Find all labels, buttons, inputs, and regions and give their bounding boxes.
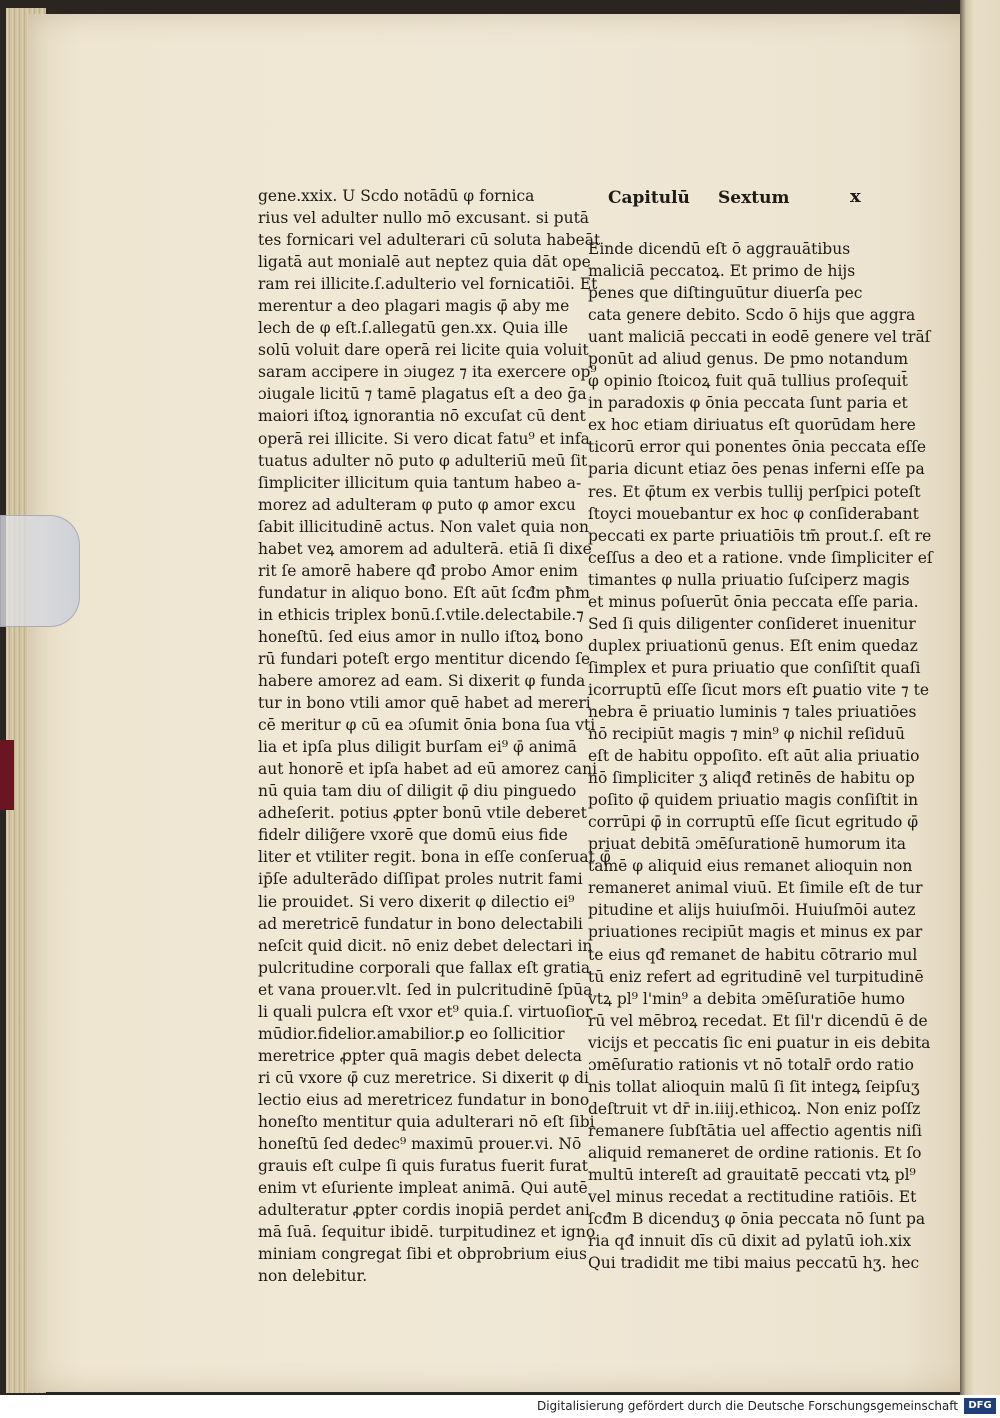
right-column-line: tamē φ aliquid eius remanet alioquin non (588, 857, 913, 876)
right-column-line: ſtoyci mouebantur ex hoc φ conſiderabant (588, 504, 919, 523)
left-column-line: merentur a deo plagari magis φ̄ aby me (258, 297, 570, 316)
left-column-line: adheſerit. potius ꝓpter bonū vtile deberet (258, 804, 587, 823)
left-column-line: mā ſuā. ſequitur ibidē. turpitudinez et igno (258, 1223, 596, 1242)
left-column-line: aut honorē et ipſa habet ad eū amorez cani (258, 760, 598, 779)
left-column-line: ligatā aut monialē aut neptez quia dāt ope (258, 253, 591, 272)
left-column-line: solū voluit dare operā rei licite quia voluit (258, 341, 589, 360)
left-column-line: habet veꝝ amorem ad adulterā. etiā ſi dixe (258, 539, 592, 558)
right-column-line: vicijs et peccatis ſic eni ꝑuatur in eis debita (588, 1033, 931, 1052)
left-column-line: pulcritudine corporali que fallax eſt gratia (258, 958, 591, 977)
right-text-column (588, 238, 933, 1274)
left-column-line: lie prouidet. Si vero dixerit φ dilectio ei⁹ (258, 892, 575, 911)
right-column-line: nebra ē priuatio luminis ⁊ tales priuatiōes (588, 702, 917, 721)
left-column-line: habere amorez ad eam. Si dixerit φ funda (258, 672, 586, 691)
right-column-line: priuationes recipiūt magis et minus ex par (588, 923, 923, 942)
left-column-line: honeſtū. ſed eius amor in nullo iſtoꝝ bono (258, 627, 584, 646)
right-column-line: penes que diſtinguūtur diuerſa pec (588, 284, 863, 303)
right-column-line: maliciā peccatoꝝ. Et primo de hijs (588, 262, 856, 281)
left-column-line: cē meritur φ cū ea ɔſumit ōnia bona ſua vti (258, 716, 596, 735)
left-column-line: neſcit quid dicit. nō eniz debet delectari in (258, 936, 593, 955)
right-column-line: timantes φ nulla priuatio ſuſciperz magis (588, 570, 910, 589)
right-column-line: ponūt ad aliud genus. De pmo notandum (588, 350, 909, 369)
left-column-line: honeſtū ſed dedec⁹ maximū prouer.vi. Nō (258, 1135, 582, 1154)
left-column-line: mūdior.fidelior.amabilior.ꝑ eo ſollicitior (258, 1024, 565, 1043)
right-column-line: te eius qđ remanet de habitu cōtrario mul (588, 945, 918, 964)
right-column-line: vtꝝ pl⁹ l'min⁹ a debita ɔmēſuratiōe humo (588, 989, 905, 1008)
bookmark-ribbon (0, 740, 14, 810)
right-column-line: ceſſus a deo et a ratione. vnde ſimpliciter eſ (588, 548, 933, 567)
right-column-line: et minus poſuerūt ōnia peccata eſſe paria. (588, 592, 919, 611)
right-column-line: vel minus recedat a rectitudine ratiōis. Et (588, 1188, 917, 1207)
left-column-line: meretrice ꝓpter quā magis debet delecta (258, 1046, 582, 1065)
left-column-line: miniam congregat ſibi et obprobrium eius (258, 1245, 587, 1264)
left-column-line: gene.xxix. U Scdo notādū φ fornica (258, 187, 535, 205)
left-column-line: honeſto mentitur quia adulterari nō eſt ſibi (258, 1112, 595, 1131)
left-column-line: et vana prouer.vlt. ſed in pulcritudinē ſpūa (258, 980, 593, 999)
right-column-line: nis tollat alioquin malū ſi ſit integꝝ ſeipſuʒ (588, 1077, 920, 1096)
right-column-line: pitudine et alijs huiuſmōi. Huiuſmōi autez (588, 901, 916, 920)
left-column-line: rit ſe amorē habere qđ probo Amor enim (258, 561, 578, 580)
right-column-line: multū intereſt ad grauitatē peccati vtꝝ pl⁹ (588, 1165, 916, 1184)
right-column-line: Einde dicendū eſt ō aggrauātibus (588, 240, 851, 258)
right-column-line: tū eniz refert ad egritudinē vel turpitudinē (588, 967, 924, 986)
left-column-line: tes fornicari vel adulterari cū soluta habeāt (258, 231, 601, 250)
right-column-line: ria qđ innuit dīs cū dixit ad pylatū ioh.xix (588, 1232, 912, 1251)
left-column-line: ram rei illicite.ſ.adulterio vel fornicatiōi. Et (258, 275, 598, 294)
right-column-line: deſtruit vt dr̄ in.iiij.ethicoꝝ. Non eniz poſſz (588, 1099, 921, 1118)
right-column-line: nō recipiūt magis ⁊ min⁹ φ nichil reſiduū (588, 725, 905, 744)
left-column-line: operā rei illicite. Si vero dicat fatu⁹ et infa (258, 429, 590, 448)
left-column-line: adulteratur ꝓpter cordis inopiā perdet ani (258, 1201, 590, 1220)
left-column-line: enim vt eſuriente impleat animā. Qui autē (258, 1179, 588, 1198)
right-column-line: nō ſimpliciter ʒ aliqđ retinēs de habitu op (588, 769, 915, 788)
right-column-line: ticorū error qui ponentes ōnia peccata eſſe (588, 438, 926, 457)
right-column-line: aliquid remaneret de ordine rationis. Et ſo (588, 1143, 922, 1162)
dfg-logo: DFG (964, 1398, 996, 1414)
left-column-line: ɔiugale licitū ⁊ tamē plagatus eſt a deo ḡa (258, 385, 587, 404)
folio-number: x (850, 186, 861, 207)
right-column-line: φ opinio ſtoicoꝝ fuit quā tullius proſequit̄ (588, 372, 908, 391)
left-column-line: morez ad adulteram φ puto φ amor excu (258, 495, 576, 514)
right-column-line: in paradoxis φ ōnia peccata ſunt paria et (588, 394, 908, 413)
left-column-line: tur in bono vtili amor quē habet ad mereri (258, 694, 591, 713)
left-column-line: fidelr dilig̃ere vxorē que domū eius fide (258, 826, 568, 845)
left-column-line: lia et ipſa plus diligit burſam ei⁹ φ̄ animā (258, 738, 577, 757)
left-column-line: liter et vtiliter regit. bona in eſſe conſeruat φ̄ (258, 848, 611, 867)
running-head-chapter: Capitulū (608, 188, 690, 208)
right-column-line: remanere ſubſtātia uel affectio agentis niſi (588, 1121, 922, 1140)
right-column-line: duplex priuationū genus. Eſt enim quedaz (588, 636, 918, 655)
left-text-column (258, 185, 611, 1287)
right-column-line: ex hoc etiam diriuatus eſt quorūdam here (588, 416, 916, 435)
right-column-line: remaneret animal viuū. Et ſimile eſt de tur (588, 879, 923, 898)
facing-page-edge (960, 0, 1000, 1395)
right-column-line: ɔmēſuratio rationis vt nō totalr̄ ordo ratio (588, 1055, 914, 1074)
left-column-line: maiori iſtoꝝ ignorantia nō excuſat cū dent (258, 407, 586, 426)
right-column-line: uant maliciā peccati in eodē genere vel trāſ (588, 328, 931, 347)
right-column-line: priuat debitā ɔmēſurationē humorum ita (588, 835, 906, 854)
left-column-line: tuatus adulter nō puto φ adulteriū meū ſit (258, 451, 588, 470)
right-column-line: cata genere debito. Scdo ō hijs que aggra (588, 306, 916, 325)
right-column-line: Sed ſi quis diligenter conſideret inuenitur (588, 614, 916, 633)
left-column-line: rū fundari poteſt ergo mentitur dicendo ſe (258, 649, 591, 668)
right-column-line: res. Et φ̄tum ex verbis tullij perſpici poteſt (588, 482, 921, 501)
right-column-line: paria dicunt etiaz ōes penas inferni eſſe pa (588, 460, 925, 479)
footer-credit: Digitalisierung gefördert durch die Deutsche Forschungsgemeinschaft (536, 1399, 958, 1413)
left-column-line: lectio eius ad meretricez fundatur in bono (258, 1090, 590, 1109)
left-column-line: ip̄ſe adulterādo diſſipat proles nutrit fami (258, 870, 583, 889)
left-column-line: non delebitur. (258, 1267, 368, 1286)
left-column-line: li quali pulcra eſt vxor et⁹ quia.ſ. virtuoſior (258, 1002, 593, 1021)
right-column-line: peccati ex parte priuatiōis tm̄ prout.ſ. eſt re (588, 526, 932, 545)
footer-bar (0, 1395, 1000, 1418)
left-column-line: fundatur in aliquo bono. Eſt aūt ſcđm pħm (258, 583, 590, 602)
right-column-line: Qui tradidit me tibi maius peccatū hʒ. hec (588, 1254, 920, 1273)
left-column-line: rius vel adulter nullo mō excusant. si putā (258, 209, 590, 228)
left-column-line: grauis eſt culpe ſi quis furatus fuerit furat (258, 1157, 588, 1176)
left-column-line: in ethicis triplex bonū.ſ.vtile.delectabile.⁊ (258, 605, 584, 624)
page-clip (0, 515, 80, 627)
left-column-line: ad meretricē fundatur in bono delectabili (258, 914, 583, 933)
left-column-line: ſimpliciter illicitum quia tantum habeo a- (258, 473, 582, 492)
left-column-line: ſabit illicitudinē actus. Non valet quia non (258, 517, 590, 536)
right-column-line: ſcđm B dicenduʒ φ ōnia peccata nō ſunt pa (588, 1210, 926, 1229)
right-column-line: eſt de habitu oppoſito. eſt aūt alia priuatio (588, 747, 920, 766)
left-column-line: nū quia tam diu oſ diligit φ̄ diu pinguedo (258, 782, 577, 801)
right-column-line: rū vel mēbroꝝ recedat. Et ſil'r dicendū ē de (588, 1011, 928, 1030)
left-column-line: ri cū vxore φ̄ cuz meretrice. Si dixerit φ di (258, 1068, 589, 1087)
right-column-line: icorruptū eſſe ſicut mors eſt ꝑuatio vite ⁊ te (588, 680, 930, 699)
right-column-line: ſimplex et pura priuatio que conſiſtit quaſi (588, 658, 921, 677)
left-column-line: saram accipere in ɔiugez ⁊ ita exercere op⁹ (258, 363, 597, 382)
right-column-line: poſito φ̄ quidem priuatio magis conſiſtit in (588, 791, 919, 810)
running-head-number: Sextum (718, 188, 790, 208)
right-column-line: corrūpi φ̄ in corruptū eſſe ſicut egritudo φ̄ (588, 813, 919, 832)
left-column-line: lech de φ eſt.ſ.allegatū gen.xx. Quia ille (258, 319, 569, 338)
